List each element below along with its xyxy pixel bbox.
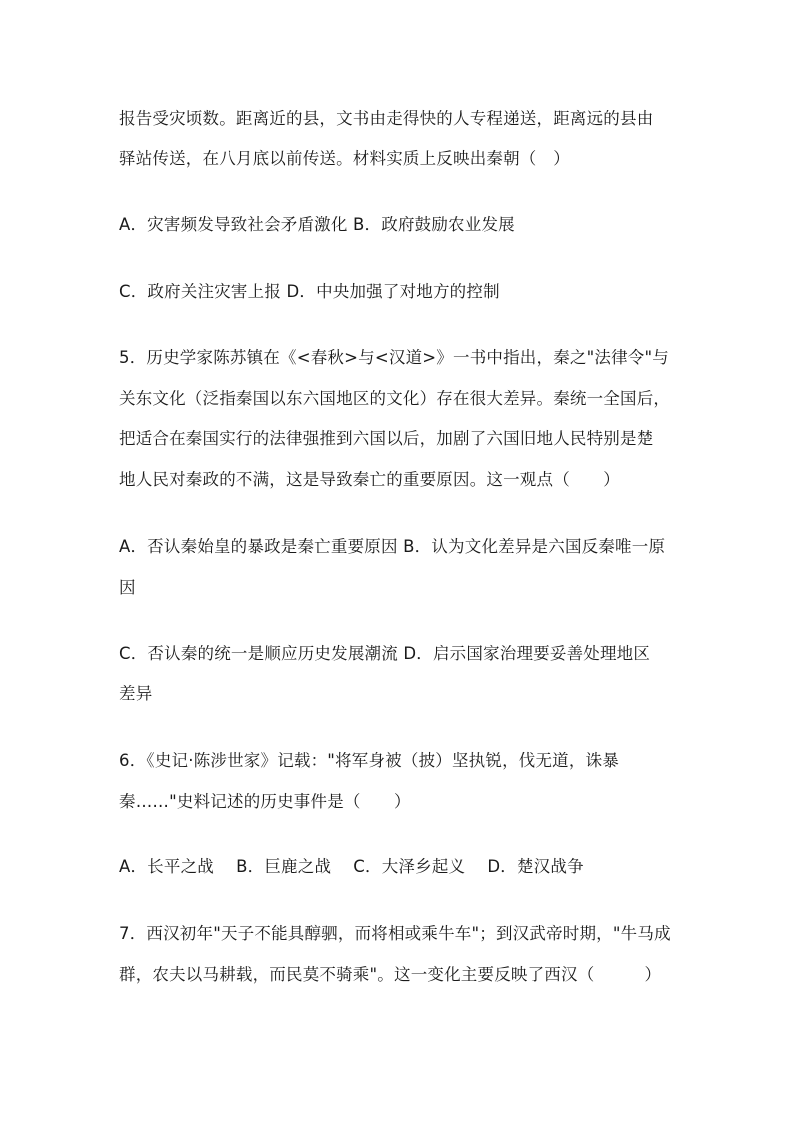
q5-stem-line-4: 地人民对秦政的不满，这是导致秦亡的重要原因。这一观点（ ）: [119, 470, 620, 489]
q6-options: A．长平之战 B．巨鹿之战 C．大泽乡起义 D．楚汉战争: [119, 857, 584, 876]
q4-options-cd: C．政府关注灾害上报 D．中央加强了对地方的控制: [119, 282, 500, 301]
q6-stem-line-2: 秦……"史料记述的历史事件是（ ）: [119, 792, 411, 811]
q5-stem-line-3: 把适合在秦国实行的法律强推到六国以后，加剧了六国旧地人民特别是楚: [119, 429, 654, 448]
q6-stem-line-1: 6．《史记·陈涉世家》记载："将军身被（披）坚执锐，伐无道，诛暴: [119, 751, 619, 770]
q4-stem-line-2: 驿站传送，在八月底以前传送。材料实质上反映出秦朝（ ）: [119, 149, 570, 168]
q4-options-ab: A．灾害频发导致社会矛盾激化 B．政府鼓励农业发展: [119, 215, 515, 234]
q5-stem-line-2: 关东文化（泛指秦国以东六国地区的文化）存在很大差异。秦统一全国后，: [119, 389, 671, 408]
q5-options-cd-line-1: C．否认秦的统一是顺应历史发展潮流 D．启示国家治理要妥善处理地区: [119, 644, 651, 663]
q5-options-ab-line-2: 因: [119, 578, 136, 597]
q4-stem-line-1: 报告受灾顷数。距离近的县，文书由走得快的人专程递送，距离远的县由: [119, 109, 654, 128]
q7-stem-line-1: 7．西汉初年"天子不能具醇驷，而将相或乘牛车"；到汉武帝时期，"牛马成: [119, 924, 671, 943]
q5-options-ab-line-1: A．否认秦始皇的暴政是秦亡重要原因 B．认为文化差异是六国反秦唯一原: [119, 537, 666, 556]
q7-stem-line-2: 群，农夫以马耕载，而民莫不骑乘"。这一变化主要反映了西汉（ ）: [119, 965, 662, 984]
q5-options-cd-line-2: 差异: [119, 684, 153, 703]
q5-stem-line-1: 5．历史学家陈苏镇在《<春秋>与<汉道>》一书中指出，秦之"法律令"与: [119, 348, 669, 367]
